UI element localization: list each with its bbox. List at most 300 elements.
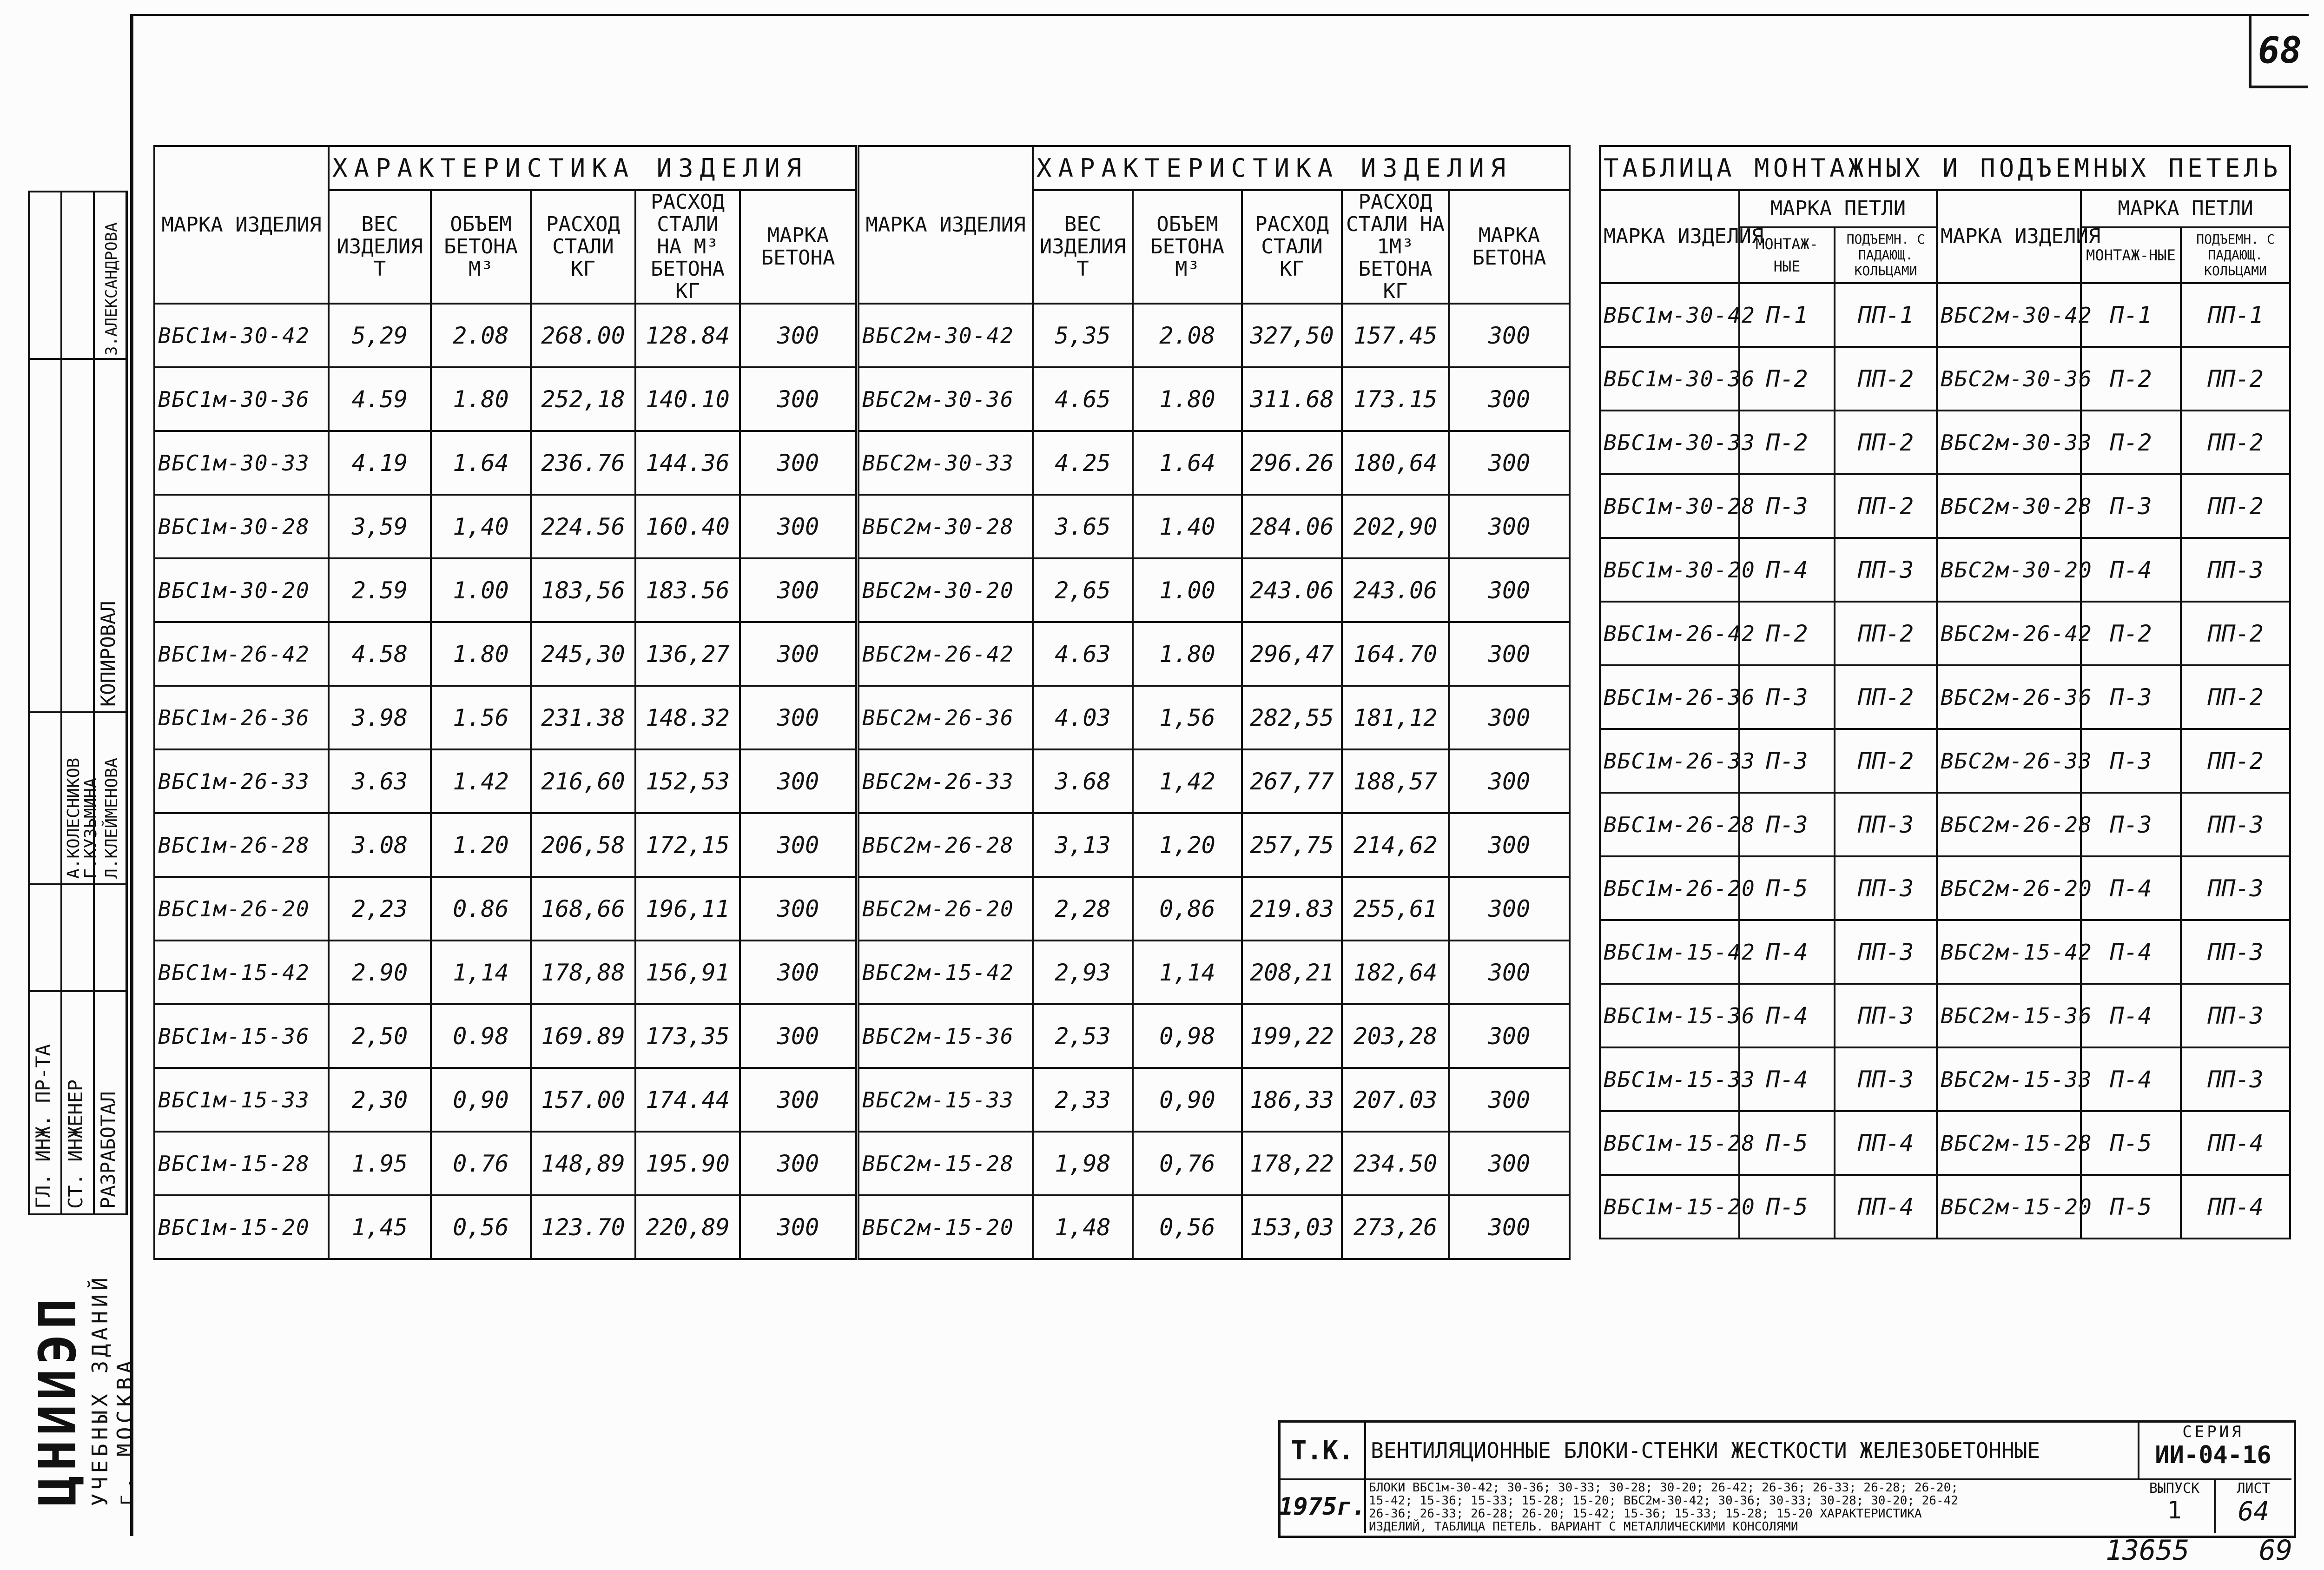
concrete-volume: 0,76 <box>1133 1132 1242 1195</box>
product-mark-2: ВБС2м-26-33 <box>1937 729 2081 793</box>
title-block <box>1278 1420 2296 1538</box>
concrete-volume: 1.64 <box>1133 431 1242 495</box>
col-header-volume: ОБЪЕМ БЕТОНА М³ <box>431 190 531 304</box>
col-header-concrete-grade: МАРКА БЕТОНА <box>1449 190 1570 304</box>
concrete-volume: 1,14 <box>1133 941 1242 1004</box>
col-header-steel: РАСХОД СТАЛИ КГ <box>531 190 635 304</box>
table-row <box>154 941 856 1004</box>
mounting-loop-2: П-1 <box>2081 283 2181 347</box>
lifting-loop-2: ПП-2 <box>2181 602 2290 665</box>
lifting-loop-2: ПП-3 <box>2181 793 2290 856</box>
product-mark: ВБС1м-26-28 <box>154 813 329 877</box>
product-mark: ВБС1м-26-33 <box>1600 729 1739 793</box>
weight: 3.98 <box>329 686 431 749</box>
weight: 1,45 <box>329 1195 431 1259</box>
steel-consumption: 311.68 <box>1242 367 1342 431</box>
steel-per-m3: 243.06 <box>1342 558 1449 622</box>
concrete-volume: 0.98 <box>431 1004 531 1068</box>
role-chief-engineer: ГЛ. ИНЖ. ПР-ТА <box>32 1044 54 1209</box>
product-mark-2: ВБС2м-30-20 <box>1937 538 2081 602</box>
mounting-loop-2: П-3 <box>2081 474 2181 538</box>
table-row <box>154 495 856 558</box>
concrete-volume: 1.00 <box>431 558 531 622</box>
table-row <box>858 1004 1570 1068</box>
table-row <box>858 686 1570 749</box>
product-mark-2: ВБС2м-30-36 <box>1937 347 2081 411</box>
table-title: ХАРАКТЕРИСТИКА ИЗДЕЛИЯ <box>1033 146 1570 190</box>
product-mark: ВБС1м-26-20 <box>1600 856 1739 920</box>
weight: 1,98 <box>1033 1132 1133 1195</box>
desc-line-4: ИЗДЕЛИЙ, ТАБЛИЦА ПЕТЕЛЬ. ВАРИАНТ С МЕТАЛЛИЧЕСКИМИ КОНСОЛЯМИ <box>1369 1520 1798 1534</box>
concrete-volume: 1.80 <box>1133 367 1242 431</box>
concrete-volume: 1.80 <box>431 367 531 431</box>
concrete-volume: 1,40 <box>431 495 531 558</box>
col-header-volume: ОБЪЕМ БЕТОНА М³ <box>1133 190 1242 304</box>
steel-per-m3: 202,90 <box>1342 495 1449 558</box>
weight: 4.63 <box>1033 622 1133 686</box>
lifting-loop-2: ПП-2 <box>2181 347 2290 411</box>
table-row <box>154 431 856 495</box>
concrete-grade: 300 <box>740 495 856 558</box>
mounting-loop: П-4 <box>1739 1047 1835 1111</box>
lifting-loop-2: ПП-3 <box>2181 856 2290 920</box>
steel-per-m3: 148.32 <box>635 686 740 749</box>
page-number: 68 <box>2249 16 2308 88</box>
table-row <box>1600 347 2290 411</box>
product-mark: ВБС2м-15-36 <box>858 1004 1033 1068</box>
lifting-loop-2: ПП-1 <box>2181 283 2290 347</box>
steel-consumption: 148,89 <box>531 1132 635 1195</box>
lifting-loop-2: ПП-2 <box>2181 665 2290 729</box>
concrete-volume: 2.08 <box>431 304 531 367</box>
concrete-grade: 300 <box>740 941 856 1004</box>
col-header-weight: ВЕС ИЗДЕЛИЯ Т <box>329 190 431 304</box>
series-label: СЕРИЯ <box>2182 1423 2244 1441</box>
table-row <box>154 686 856 749</box>
lifting-loop: ПП-2 <box>1835 729 1937 793</box>
concrete-volume: 1.40 <box>1133 495 1242 558</box>
concrete-grade: 300 <box>740 367 856 431</box>
table-row <box>1600 602 2290 665</box>
table-row <box>154 813 856 877</box>
signature-strip <box>28 191 128 1213</box>
lifting-loop: ПП-3 <box>1835 856 1937 920</box>
steel-per-m3: 182,64 <box>1342 941 1449 1004</box>
table-row <box>858 1132 1570 1195</box>
concrete-volume: 1.64 <box>431 431 531 495</box>
lifting-loop: ПП-2 <box>1835 474 1937 538</box>
concrete-grade: 300 <box>740 558 856 622</box>
steel-consumption: 245,30 <box>531 622 635 686</box>
weight: 2,65 <box>1033 558 1133 622</box>
mounting-loop-2: П-4 <box>2081 1047 2181 1111</box>
col-header-loop-2: МАРКА ПЕТЛИ <box>2081 190 2290 227</box>
steel-consumption: 296.26 <box>1242 431 1342 495</box>
product-mark: ВБС1м-15-33 <box>1600 1047 1739 1111</box>
concrete-volume: 1.20 <box>431 813 531 877</box>
table-row <box>1600 538 2290 602</box>
tk-label: Т.К. <box>1281 1423 1366 1480</box>
table-row <box>858 304 1570 367</box>
col-header-mount-1: МОНТАЖ-НЫЕ <box>1739 227 1835 283</box>
steel-consumption: 168,66 <box>531 877 635 941</box>
product-mark: ВБС1м-15-20 <box>154 1195 329 1259</box>
mounting-loop-2: П-4 <box>2081 920 2181 984</box>
table-row <box>858 1195 1570 1259</box>
table-row <box>858 431 1570 495</box>
lifting-loop-2: ПП-3 <box>2181 538 2290 602</box>
col-header-steel-per-m3: РАСХОД СТАЛИ НА 1М³ БЕТОНА КГ <box>1342 190 1449 304</box>
mounting-loop-2: П-3 <box>2081 793 2181 856</box>
product-mark: ВБС1м-15-33 <box>154 1068 329 1132</box>
lifting-loop: ПП-3 <box>1835 920 1937 984</box>
steel-per-m3: 173,35 <box>635 1004 740 1068</box>
product-mark: ВБС1м-26-33 <box>154 749 329 813</box>
steel-per-m3: 255,61 <box>1342 877 1449 941</box>
concrete-grade: 300 <box>1449 558 1570 622</box>
product-mark: ВБС1м-30-33 <box>1600 411 1739 474</box>
concrete-volume: 0.76 <box>431 1132 531 1195</box>
col-header-mark: МАРКА ИЗДЕЛИЯ <box>858 146 1033 304</box>
concrete-grade: 300 <box>1449 367 1570 431</box>
table-row <box>858 813 1570 877</box>
table-row <box>858 877 1570 941</box>
concrete-grade: 300 <box>1449 1195 1570 1259</box>
table-row <box>154 1004 856 1068</box>
concrete-grade: 300 <box>740 1068 856 1132</box>
steel-consumption: 153,03 <box>1242 1195 1342 1259</box>
weight: 3.08 <box>329 813 431 877</box>
table-row <box>154 749 856 813</box>
steel-per-m3: 220,89 <box>635 1195 740 1259</box>
col-header-mark-2: МАРКА ИЗДЕЛИЯ <box>1937 190 2081 283</box>
concrete-grade: 300 <box>1449 813 1570 877</box>
product-mark: ВБС1м-15-36 <box>154 1004 329 1068</box>
product-mark-2: ВБС2м-15-33 <box>1937 1047 2081 1111</box>
concrete-grade: 300 <box>740 1132 856 1195</box>
table-row <box>1600 920 2290 984</box>
weight: 2,28 <box>1033 877 1133 941</box>
concrete-grade: 300 <box>1449 495 1570 558</box>
sheet-value: 64 <box>2238 1497 2270 1527</box>
desc-line-3: 26-36; 26-33; 26-28; 26-20; 15-42; 15-36; 15-33; 15-28; 15-20 ХАРАКТЕРИСТИКА <box>1369 1507 1922 1521</box>
steel-consumption: 219.83 <box>1242 877 1342 941</box>
weight: 1,48 <box>1033 1195 1133 1259</box>
steel-consumption: 282,55 <box>1242 686 1342 749</box>
product-mark: ВБС1м-26-20 <box>154 877 329 941</box>
table-row <box>154 622 856 686</box>
steel-consumption: 252,18 <box>531 367 635 431</box>
steel-consumption: 123.70 <box>531 1195 635 1259</box>
table-row <box>858 367 1570 431</box>
steel-per-m3: 188,57 <box>1342 749 1449 813</box>
mounting-loop: П-2 <box>1739 411 1835 474</box>
product-mark: ВБС2м-30-28 <box>858 495 1033 558</box>
product-mark-2: ВБС2м-30-33 <box>1937 411 2081 474</box>
concrete-grade: 300 <box>740 749 856 813</box>
concrete-grade: 300 <box>740 431 856 495</box>
steel-per-m3: 173.15 <box>1342 367 1449 431</box>
table-row <box>1600 1111 2290 1175</box>
name-kuzmina: Г.КУЗЬМИНА <box>81 778 100 879</box>
concrete-volume: 0,56 <box>1133 1195 1242 1259</box>
lifting-loop: ПП-4 <box>1835 1111 1937 1175</box>
concrete-volume: 1.56 <box>431 686 531 749</box>
mounting-loop: П-4 <box>1739 984 1835 1047</box>
product-mark: ВБС1м-26-42 <box>154 622 329 686</box>
concrete-grade: 300 <box>1449 622 1570 686</box>
concrete-volume: 1.00 <box>1133 558 1242 622</box>
mounting-loop-2: П-3 <box>2081 729 2181 793</box>
mounting-loop: П-4 <box>1739 538 1835 602</box>
steel-consumption: 208,21 <box>1242 941 1342 1004</box>
concrete-grade: 300 <box>1449 1132 1570 1195</box>
product-mark: ВБС2м-15-28 <box>858 1132 1033 1195</box>
mounting-loop-2: П-2 <box>2081 602 2181 665</box>
product-mark: ВБС2м-15-33 <box>858 1068 1033 1132</box>
lifting-loop-2: ПП-2 <box>2181 729 2290 793</box>
sheet-cell <box>2216 1480 2291 1533</box>
table-row <box>154 558 856 622</box>
table-row <box>1600 665 2290 729</box>
weight: 4.25 <box>1033 431 1133 495</box>
table-row <box>1600 1047 2290 1111</box>
steel-per-m3: 234.50 <box>1342 1132 1449 1195</box>
concrete-volume: 0,98 <box>1133 1004 1242 1068</box>
steel-consumption: 268.00 <box>531 304 635 367</box>
steel-consumption: 157.00 <box>531 1068 635 1132</box>
steel-consumption: 236.76 <box>531 431 635 495</box>
concrete-grade: 300 <box>1449 941 1570 1004</box>
steel-per-m3: 174.44 <box>635 1068 740 1132</box>
mounting-loop-2: П-5 <box>2081 1111 2181 1175</box>
steel-per-m3: 140.10 <box>635 367 740 431</box>
mounting-loop-2: П-5 <box>2081 1175 2181 1239</box>
characteristics-table-2 <box>858 145 1571 1260</box>
issue-cell <box>2135 1480 2216 1533</box>
product-mark: ВБС1м-30-28 <box>1600 474 1739 538</box>
concrete-grade: 300 <box>740 813 856 877</box>
issue-value: 1 <box>2167 1497 2182 1524</box>
concrete-volume: 1.80 <box>1133 622 1242 686</box>
table-row <box>858 558 1570 622</box>
concrete-volume: 0,90 <box>1133 1068 1242 1132</box>
product-mark: ВБС1м-15-28 <box>1600 1111 1739 1175</box>
product-mark-2: ВБС2м-30-28 <box>1937 474 2081 538</box>
lifting-loop: ПП-3 <box>1835 1047 1937 1111</box>
steel-per-m3: 207.03 <box>1342 1068 1449 1132</box>
steel-consumption: 224.56 <box>531 495 635 558</box>
steel-consumption: 327,50 <box>1242 304 1342 367</box>
concrete-grade: 300 <box>1449 1068 1570 1132</box>
steel-consumption: 231.38 <box>531 686 635 749</box>
steel-consumption: 169.89 <box>531 1004 635 1068</box>
weight: 2,50 <box>329 1004 431 1068</box>
product-mark: ВБС1м-30-42 <box>154 304 329 367</box>
steel-per-m3: 156,91 <box>635 941 740 1004</box>
mounting-loop: П-5 <box>1739 856 1835 920</box>
concrete-volume: 0,56 <box>431 1195 531 1259</box>
lifting-loop-2: ПП-2 <box>2181 411 2290 474</box>
mounting-loop-2: П-4 <box>2081 856 2181 920</box>
product-mark: ВБС2м-15-20 <box>858 1195 1033 1259</box>
mounting-loop-2: П-2 <box>2081 411 2181 474</box>
table-title: ХАРАКТЕРИСТИКА ИЗДЕЛИЯ <box>329 146 856 190</box>
mounting-loop: П-2 <box>1739 602 1835 665</box>
col-header-mount-2: МОНТАЖ-НЫЕ <box>2081 227 2181 283</box>
table-row <box>154 304 856 367</box>
lifting-loop: ПП-2 <box>1835 411 1937 474</box>
weight: 3.68 <box>1033 749 1133 813</box>
steel-per-m3: 183.56 <box>635 558 740 622</box>
product-mark: ВБС1м-15-20 <box>1600 1175 1739 1239</box>
table-row <box>154 877 856 941</box>
concrete-volume: 1,20 <box>1133 813 1242 877</box>
steel-per-m3: 160.40 <box>635 495 740 558</box>
steel-consumption: 183,56 <box>531 558 635 622</box>
col-header-weight: ВЕС ИЗДЕЛИЯ Т <box>1033 190 1133 304</box>
product-mark: ВБС2м-30-33 <box>858 431 1033 495</box>
lifting-loop: ПП-2 <box>1835 665 1937 729</box>
concrete-grade: 300 <box>740 877 856 941</box>
table-row <box>1600 729 2290 793</box>
concrete-grade: 300 <box>740 304 856 367</box>
table-row <box>154 1068 856 1132</box>
product-mark: ВБС1м-30-28 <box>154 495 329 558</box>
concrete-grade: 300 <box>1449 749 1570 813</box>
steel-per-m3: 144.36 <box>635 431 740 495</box>
product-mark: ВБС2м-15-42 <box>858 941 1033 1004</box>
col-header-lift-2: ПОДЪЕМН. С ПАДАЮЩ. КОЛЬЦАМИ <box>2181 227 2290 283</box>
steel-per-m3: 164.70 <box>1342 622 1449 686</box>
mounting-loop: П-3 <box>1739 665 1835 729</box>
concrete-volume: 1,42 <box>1133 749 1242 813</box>
footer-page: 69 <box>2259 1534 2293 1567</box>
table-row <box>1600 1175 2290 1239</box>
weight: 4.58 <box>329 622 431 686</box>
mounting-loop: П-1 <box>1739 283 1835 347</box>
steel-per-m3: 180,64 <box>1342 431 1449 495</box>
weight: 1.95 <box>329 1132 431 1195</box>
steel-consumption: 178,88 <box>531 941 635 1004</box>
footer-inventory-number: 13655 <box>2106 1534 2190 1567</box>
steel-consumption: 267,77 <box>1242 749 1342 813</box>
org-line2: УЧЕБНЫХ ЗДАНИЙ <box>87 1274 112 1506</box>
mounting-loop: П-3 <box>1739 474 1835 538</box>
col-header-concrete-grade: МАРКА БЕТОНА <box>740 190 856 304</box>
lifting-loop: ПП-2 <box>1835 347 1937 411</box>
org-line3: г. МОСКВА <box>112 1357 138 1506</box>
product-mark: ВБС1м-30-36 <box>154 367 329 431</box>
mounting-loop-2: П-4 <box>2081 984 2181 1047</box>
mounting-loop-2: П-2 <box>2081 347 2181 411</box>
steel-per-m3: 157.45 <box>1342 304 1449 367</box>
product-mark-2: ВБС2м-26-20 <box>1937 856 2081 920</box>
lifting-loop-2: ПП-3 <box>2181 1047 2290 1111</box>
mounting-loop-2: П-3 <box>2081 665 2181 729</box>
table-row <box>1600 283 2290 347</box>
concrete-grade: 300 <box>1449 877 1570 941</box>
concrete-grade: 300 <box>740 686 856 749</box>
product-mark: ВБС1м-15-42 <box>1600 920 1739 984</box>
lifting-loop: ПП-3 <box>1835 538 1937 602</box>
steel-consumption: 178,22 <box>1242 1132 1342 1195</box>
product-mark: ВБС2м-26-28 <box>858 813 1033 877</box>
steel-per-m3: 195.90 <box>635 1132 740 1195</box>
weight: 3.63 <box>329 749 431 813</box>
lifting-loop: ПП-2 <box>1835 602 1937 665</box>
product-mark: ВБС1м-26-36 <box>154 686 329 749</box>
steel-per-m3: 128.84 <box>635 304 740 367</box>
table-row <box>1600 984 2290 1047</box>
weight: 2,53 <box>1033 1004 1133 1068</box>
steel-per-m3: 181,12 <box>1342 686 1449 749</box>
product-mark: ВБС1м-15-42 <box>154 941 329 1004</box>
table-row <box>858 495 1570 558</box>
col-header-mark-1: МАРКА ИЗДЕЛИЯ <box>1600 190 1739 283</box>
lifting-loop-2: ПП-3 <box>2181 984 2290 1047</box>
steel-consumption: 186,33 <box>1242 1068 1342 1132</box>
steel-per-m3: 273,26 <box>1342 1195 1449 1259</box>
weight: 3,13 <box>1033 813 1133 877</box>
product-mark: ВБС2м-26-33 <box>858 749 1033 813</box>
weight: 5,35 <box>1033 304 1133 367</box>
table-row <box>858 941 1570 1004</box>
mounting-loop-2: П-4 <box>2081 538 2181 602</box>
steel-per-m3: 152,53 <box>635 749 740 813</box>
product-mark: ВБС1м-26-42 <box>1600 602 1739 665</box>
series-value: ИИ-04-16 <box>2155 1441 2271 1469</box>
weight: 4.65 <box>1033 367 1133 431</box>
lifting-loop-2: ПП-3 <box>2181 920 2290 984</box>
col-header-steel-per-m3: РАСХОД СТАЛИ НА М³ БЕТОНА КГ <box>635 190 740 304</box>
product-mark-2: ВБС2м-30-42 <box>1937 283 2081 347</box>
product-mark: ВБС2м-30-42 <box>858 304 1033 367</box>
table-row <box>1600 474 2290 538</box>
steel-consumption: 284.06 <box>1242 495 1342 558</box>
issue-label: ВЫПУСК <box>2149 1480 2200 1497</box>
weight: 3.65 <box>1033 495 1133 558</box>
series-cell <box>2135 1423 2291 1480</box>
year: 1975г. <box>1281 1480 1366 1533</box>
product-mark: ВБС1м-30-20 <box>1600 538 1739 602</box>
steel-consumption: 216,60 <box>531 749 635 813</box>
loops-table <box>1599 145 2291 1239</box>
weight: 2,33 <box>1033 1068 1133 1132</box>
weight: 4.59 <box>329 367 431 431</box>
concrete-volume: 0,90 <box>431 1068 531 1132</box>
product-mark: ВБС2м-26-20 <box>858 877 1033 941</box>
mounting-loop: П-3 <box>1739 793 1835 856</box>
table-row <box>858 749 1570 813</box>
product-mark: ВБС1м-15-36 <box>1600 984 1739 1047</box>
concrete-volume: 2.08 <box>1133 304 1242 367</box>
table-row <box>858 622 1570 686</box>
col-header-steel: РАСХОД СТАЛИ КГ <box>1242 190 1342 304</box>
table-row <box>1600 856 2290 920</box>
concrete-volume: 0,86 <box>1133 877 1242 941</box>
concrete-volume: 1.42 <box>431 749 531 813</box>
name-aleksandrova: З.АЛЕКСАНДРОВА <box>102 222 121 356</box>
role-senior-engineer: СТ. ИНЖЕНЕР <box>64 1079 87 1209</box>
product-mark: ВБС2м-30-20 <box>858 558 1033 622</box>
desc-line-2: 15-42; 15-36; 15-33; 15-28; 15-20; ВБС2м-30-42; 30-36; 30-33; 30-28; 30-20; 26-42 <box>1369 1494 1958 1508</box>
sheet-label: ЛИСТ <box>2237 1480 2271 1497</box>
product-mark: ВБС1м-30-20 <box>154 558 329 622</box>
table-row <box>1600 411 2290 474</box>
product-mark-2: ВБС2м-15-28 <box>1937 1111 2081 1175</box>
concrete-grade: 300 <box>1449 431 1570 495</box>
